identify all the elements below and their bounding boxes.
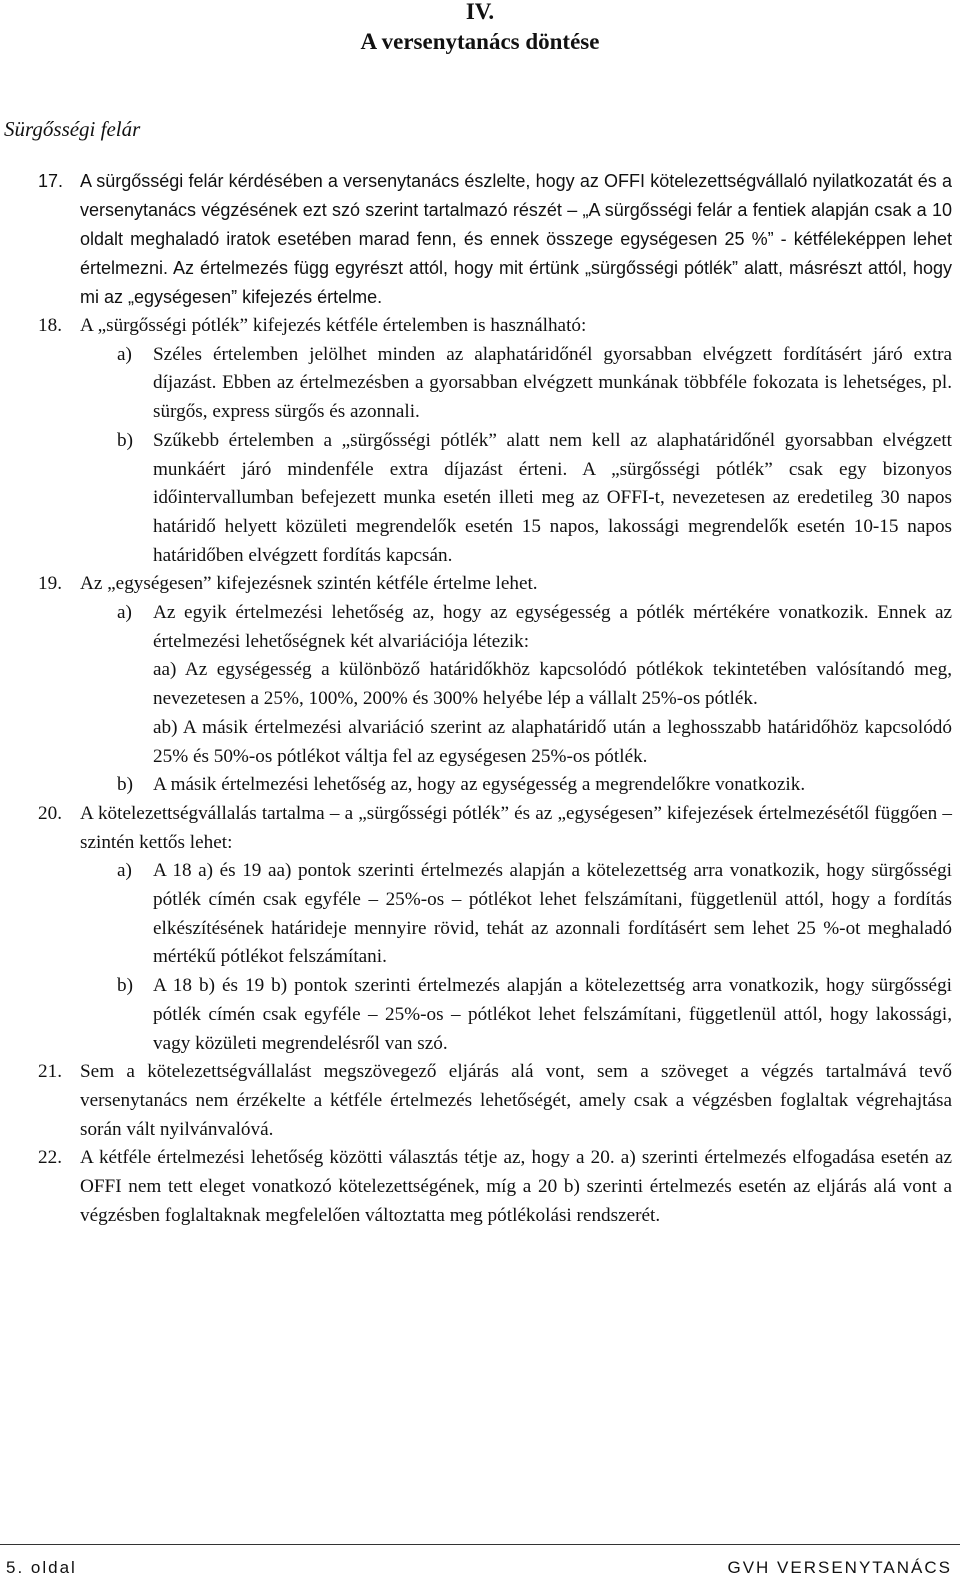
paragraph-22 (0, 1144, 960, 1230)
paragraph-number: 18. (38, 315, 62, 336)
subpoint-text: A 18 a) és 19 aa) pontok szerinti értelmezés alapján a kötelezettség arra vonatkozik, hogy sürgősségi pótlék címén csak egyféle – 25%-os – pótlékot lehet felszámítani, függetlenül attól, hogy a fordítás elkészítésének határideje mennyire rövid, tehát az azonnali fordításért sem lehet 25 %-ot meghaladó mértékű pótlékot felszámítani. (153, 860, 952, 968)
paragraph-text: Az „egységesen” kifejezésnek szintén kétféle értelme lehet. (80, 573, 538, 595)
section-title: Sürgősségi felár (4, 117, 141, 141)
subpoint-a (0, 599, 960, 771)
subpoint-text: A 18 b) és 19 b) pontok szerinti értelmezés alapján a kötelezettség arra vonatkozik, hogy sürgősségi pótlék címén csak egyféle – 25%-os – pótlékot lehet felszámítani, függetlenül attól, hogy lakossági, vagy közületi megrendelésről van szó. (153, 975, 952, 1054)
subpoint-b (0, 771, 960, 800)
subpoint-text: Szűkebb értelemben a „sürgősségi pótlék” alatt nem kell az alaphatáridőnél gyorsabban elvégzett munkáért járó mindenféle extra díjazást érteni. A „sürgősségi pótlék” csak egy bizonyos időintervallumban befejezett munka esetén illeti meg az OFFI-t, nevezetesen az eredetileg 30 napos határidő helyett közületi megrendelők esetén 15 napos, lakossági megrendelők esetén 10-15 napos határidőben elvégzett fordítás kapcsán. (153, 429, 952, 566)
subpoint-label: a) (117, 343, 132, 365)
chapter-title: A versenytanács döntése (360, 29, 600, 54)
document-body (0, 167, 960, 1231)
chapter-number: IV. (465, 0, 495, 24)
paragraph-number: 20. (38, 802, 62, 824)
subpoint-b (0, 972, 960, 1058)
paragraph-text: A „sürgősségi pótlék” kifejezés kétféle értelemben is használható: (80, 315, 587, 336)
footer-divider (0, 1544, 960, 1545)
subpoint-label: b) (117, 975, 133, 997)
subpoint-ab (0, 714, 960, 771)
paragraph-17 (0, 167, 960, 312)
subpoint-text: Az egyik értelmezési lehetőség az, hogy az egységesség a pótlék mértékére vonatkozik. Ennek az értelmezési lehetőségnek két alvariációja létezik: (153, 602, 952, 652)
paragraph-number: 22. (38, 1147, 62, 1169)
subpoint-a (0, 857, 960, 972)
page-number: 5. oldal (6, 1558, 77, 1577)
paragraph-18 (0, 312, 960, 570)
subpoint-label: a) (117, 860, 132, 882)
paragraph-text: A sürgősségi felár kérdésében a versenytanács észlelte, hogy az OFFI kötelezettségvállaló nyilatkozatát és a versenytanács végzésének ezt szó szerint tartalmazó részét – „A sürgősségi felár a fentiek alapján csak a 10 oldalt meghaladó iratok esetében marad fenn, és ennek összege egységesen 25 %” - kétféleképpen lehet értelmezni. Az értelmezés függ egyrészt attól, hogy mit értünk „sürgősségi pótlék” alatt, másrészt attól, hogy mi az „egységesen” kifejezés értelme. (80, 171, 952, 307)
paragraph-text: A kötelezettségvállalás tartalma – a „sürgősségi pótlék” és az „egységesen” kifejezések értelmezésétől függően – szintén kettős lehet: (80, 802, 952, 853)
subpoint-text: Széles értelemben jelölhet minden az alaphatáridőnél gyorsabban elvégzett fordításért járó extra díjazást. Ebben az értelmezésben a gyorsabban elvégzett munkának többféle fokozata is lehetséges, pl. sürgős, express sürgős és azonnali. (153, 343, 952, 423)
paragraph-number: 17. (38, 171, 64, 191)
subpoint-ab-text: ab) A másik értelmezési alvariáció szerint az alaphatáridő után a leghosszabb határidőhöz kapcsolódó 25% és 50%-os pótlékot váltja fel az egységesen 25%-os pótlék. (153, 716, 952, 767)
paragraph-number: 19. (38, 573, 62, 595)
subpoint-text: A másik értelmezési lehetőség az, hogy az egységesség a megrendelőkre vonatkozik. (153, 774, 806, 796)
paragraph-number: 21. (38, 1061, 62, 1083)
subpoint-label: a) (117, 602, 132, 624)
subpoint-label: b) (117, 429, 133, 451)
paragraph-21 (0, 1058, 960, 1144)
paragraph-20 (0, 800, 960, 1058)
paragraph-text: A kétféle értelmezési lehetőség közötti választás tétje az, hogy a 20. a) szerinti értelmezés elfogadása esetén az OFFI nem tett eleget vonatkozó kötelezettségének, míg a 20 b) szerinti értelmezés esetén az eljárás alá vont a végzésben foglaltaknak megfelelően változtatta meg pótlékolási rendszerét. (80, 1147, 952, 1226)
subpoint-label: b) (117, 774, 133, 796)
paragraph-19 (0, 570, 960, 800)
subpoint-aa-text: aa) Az egységesség a különböző határidőkhöz kapcsolódó pótlékok tekintetében valósítandó meg, nevezetesen a 25%, 100%, 200% és 300% helyébe lép a vállalt 25%-os pótlék. (153, 659, 952, 710)
subpoint-a (0, 341, 960, 427)
subpoint-b (0, 427, 960, 571)
subpoint-aa (0, 656, 960, 713)
footer-organization: GVH VERSENYTANÁCS (727, 1558, 952, 1577)
paragraph-text: Sem a kötelezettségvállalást megszövegező eljárás alá vont, sem a szöveget a végzés tartalmává tevő versenytanács nem érzékelte a kétféle értelmezés lehetőségét, amely csak a végzésben foglaltak végrehajtása során vált nyilvánvalóvá. (80, 1061, 952, 1140)
